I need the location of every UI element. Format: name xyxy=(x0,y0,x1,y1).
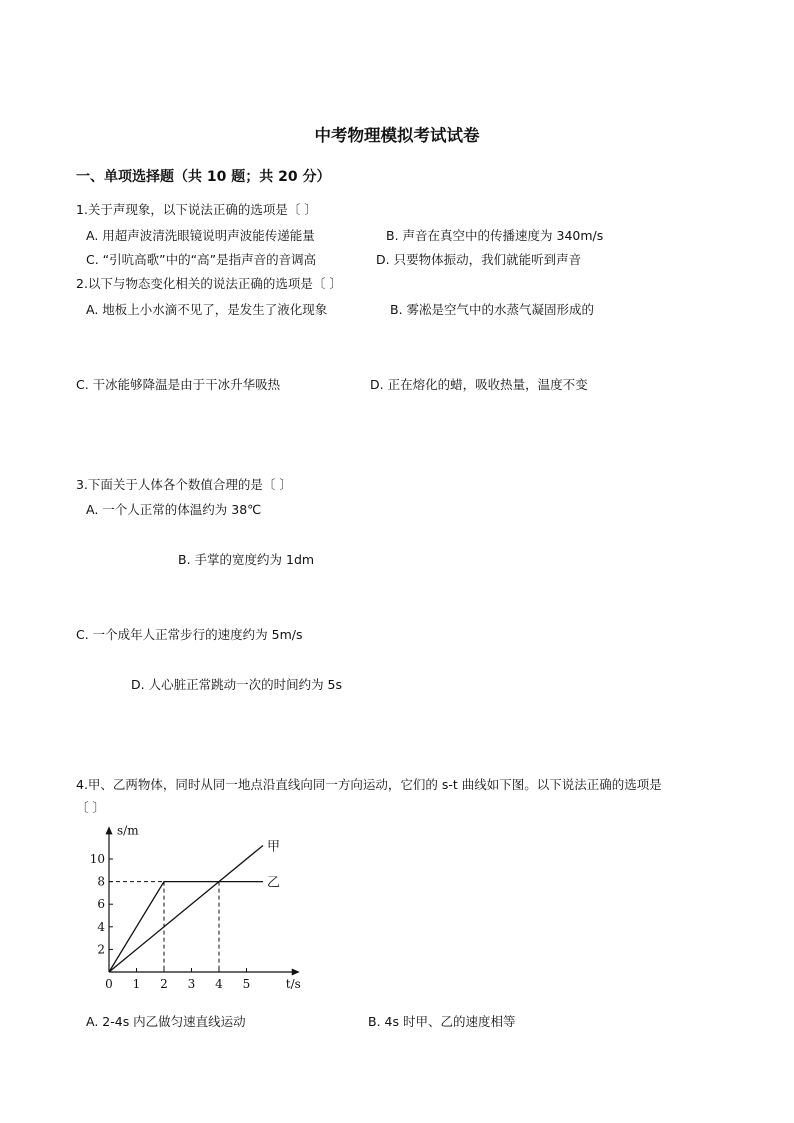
x-tick-label: 0 xyxy=(105,977,113,991)
q4-option-b[interactable]: B. 4s 时甲、乙的速度相等 xyxy=(368,1014,516,1029)
x-axis-arrow xyxy=(292,969,300,976)
x-tick-label: 2 xyxy=(160,977,168,991)
x-tick-label: 5 xyxy=(242,977,251,991)
y-axis-arrow xyxy=(106,826,113,834)
y-tick-label: 10 xyxy=(89,852,105,866)
q2-option-c[interactable]: C. 干冰能够降温是由于干冰升华吸热 xyxy=(76,377,281,392)
x-tick-label: 4 xyxy=(215,977,223,991)
x-tick-label: 3 xyxy=(187,977,196,991)
y-tick-label: 8 xyxy=(97,874,105,889)
page-title: 中考物理模拟考试试卷 xyxy=(314,126,480,145)
y-tick-label: 6 xyxy=(97,897,105,912)
q2-option-a[interactable]: A. 地板上小水滴不见了，是发生了液化现象 xyxy=(86,302,328,317)
series-line xyxy=(109,882,263,972)
q1-option-d[interactable]: D. 只要物体振动，我们就能听到声音 xyxy=(376,252,582,267)
q2-option-b[interactable]: B. 雾凇是空气中的水蒸气凝固形成的 xyxy=(390,302,595,317)
x-tick-label: 1 xyxy=(132,977,141,991)
tick-labels xyxy=(90,823,301,991)
q3-stem: 3.下面关于人体各个数值合理的是〔 〕 xyxy=(76,477,292,492)
q4-stem-line2: 〔 〕 xyxy=(76,800,105,815)
q3-option-c[interactable]: C. 一个成年人正常步行的速度约为 5m/s xyxy=(76,627,303,642)
q4-option-a[interactable]: A. 2-4s 内乙做匀速直线运动 xyxy=(86,1014,246,1029)
q1-option-a[interactable]: A. 用超声波清洗眼镜说明声波能传递能量 xyxy=(86,228,315,243)
st-graph xyxy=(76,822,316,1004)
x-axis-label: t/s xyxy=(285,977,301,991)
series-line xyxy=(109,845,263,972)
series-lines xyxy=(109,845,263,972)
y-tick-label: 2 xyxy=(97,942,105,957)
q2-stem: 2.以下与物态变化相关的说法正确的选项是〔 〕 xyxy=(76,276,342,291)
series-label: 甲 xyxy=(267,839,281,855)
q3-option-a[interactable]: A. 一个人正常的体温约为 38℃ xyxy=(86,502,262,517)
q4-stem-line1: 4.甲、乙两物体，同时从同一地点沿直线向同一方向运动，它们的 s-t 曲线如下图。以下说法正确的选项是 xyxy=(76,777,662,792)
y-axis-label: s/m xyxy=(117,823,139,838)
y-tick-label: 4 xyxy=(97,919,105,934)
q1-option-b[interactable]: B. 声音在真空中的传播速度为 340m/s xyxy=(386,228,604,243)
series-label: 乙 xyxy=(267,875,281,891)
q1-stem: 1.关于声现象，以下说法正确的选项是〔 〕 xyxy=(76,202,317,217)
q2-option-d[interactable]: D. 正在熔化的蜡，吸收热量，温度不变 xyxy=(370,377,588,392)
q3-option-b[interactable]: B. 手掌的宽度约为 1dm xyxy=(178,552,315,567)
q3-option-d[interactable]: D. 人心脏正常跳动一次的时间约为 5s xyxy=(131,677,343,692)
q1-option-c[interactable]: C. “引吭高歌”中的“高”是指声音的音调高 xyxy=(86,252,317,267)
section-heading: 一、单项选择题（共 10 题；共 20 分） xyxy=(76,169,331,185)
